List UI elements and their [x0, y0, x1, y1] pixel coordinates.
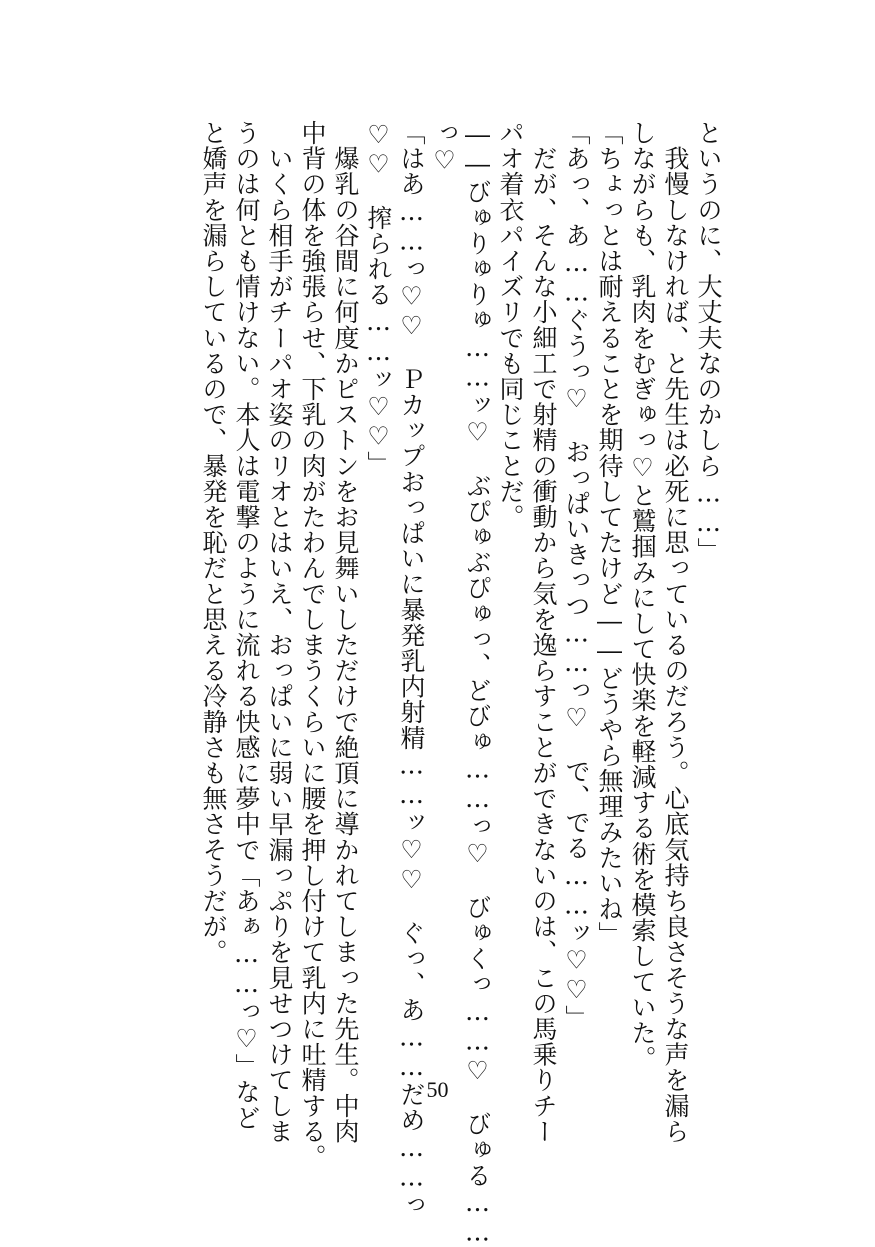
text-line-15: うのは何とも情けない。本人は電撃のように流れる快感に夢中で「あぁ……っ♡」など [232, 120, 261, 1131]
text-line-5: 「あっ、あ……ぐうっ♡ おっぱいきっつ……っ♡ で、でる……ッ♡♡」 [562, 120, 591, 1031]
text-line-2: 我慢しなければ、と先生は必死に思っているのだろう。心底気持ち良さそうな声を漏ら [661, 120, 690, 1144]
text-line-4: 「ちょっとは耐えることを期待してたけど――どうやら無理みたいね」 [595, 120, 624, 948]
text-line-13: 中背の体を強張らせ、下乳の肉がたわんでしまうくらいに腰を押し付けて乳内に吐精する。 [298, 120, 327, 1170]
text-line-6: だが、そんな小細工で射精の衝動から気を逸らすことができないのは、この馬乗りチー [529, 120, 558, 1144]
text-line-8: ――びゅりゅりゅ……ッ♡ ぶぴゅぶぴゅっ、どびゅ……っ♡ びゅくっ……♡ びゅる…… [463, 120, 492, 1247]
text-line-9: っ♡ [430, 120, 459, 176]
text-line-3: しながらも、乳肉をむぎゅっ♡と鷲掴みにして快楽を軽減する術を模索していた。 [628, 120, 657, 1072]
text-line-7: パオ着衣パイズリでも同じことだ。 [496, 120, 525, 530]
text-line-14: いくら相手がチーパオ姿のリオとはいえ、おっぱいに弱い早漏っぷりを見せつけてしま [265, 120, 294, 1144]
text-line-16: と嬌声を漏らしているので、暴発を恥だと思える冷静さも無さそうだが。 [199, 120, 228, 965]
text-line-11: ♡♡ 搾られる……ッ♡♡」 [364, 120, 393, 477]
text-line-12: 爆乳の谷間に何度かピストンをお見舞いしただけで絶頂に導かれてしまった先生。中肉 [331, 120, 360, 1144]
text-line-1: というのに、大丈夫なのかしら……」 [694, 120, 723, 564]
text-line-10: 「はあ……っ♡♡ Ｐカップおっぱいに暴発乳内射精……ッ♡♡ ぐっ、あ……だめ……っ [397, 120, 426, 1218]
page-number: 50 [426, 1077, 449, 1102]
